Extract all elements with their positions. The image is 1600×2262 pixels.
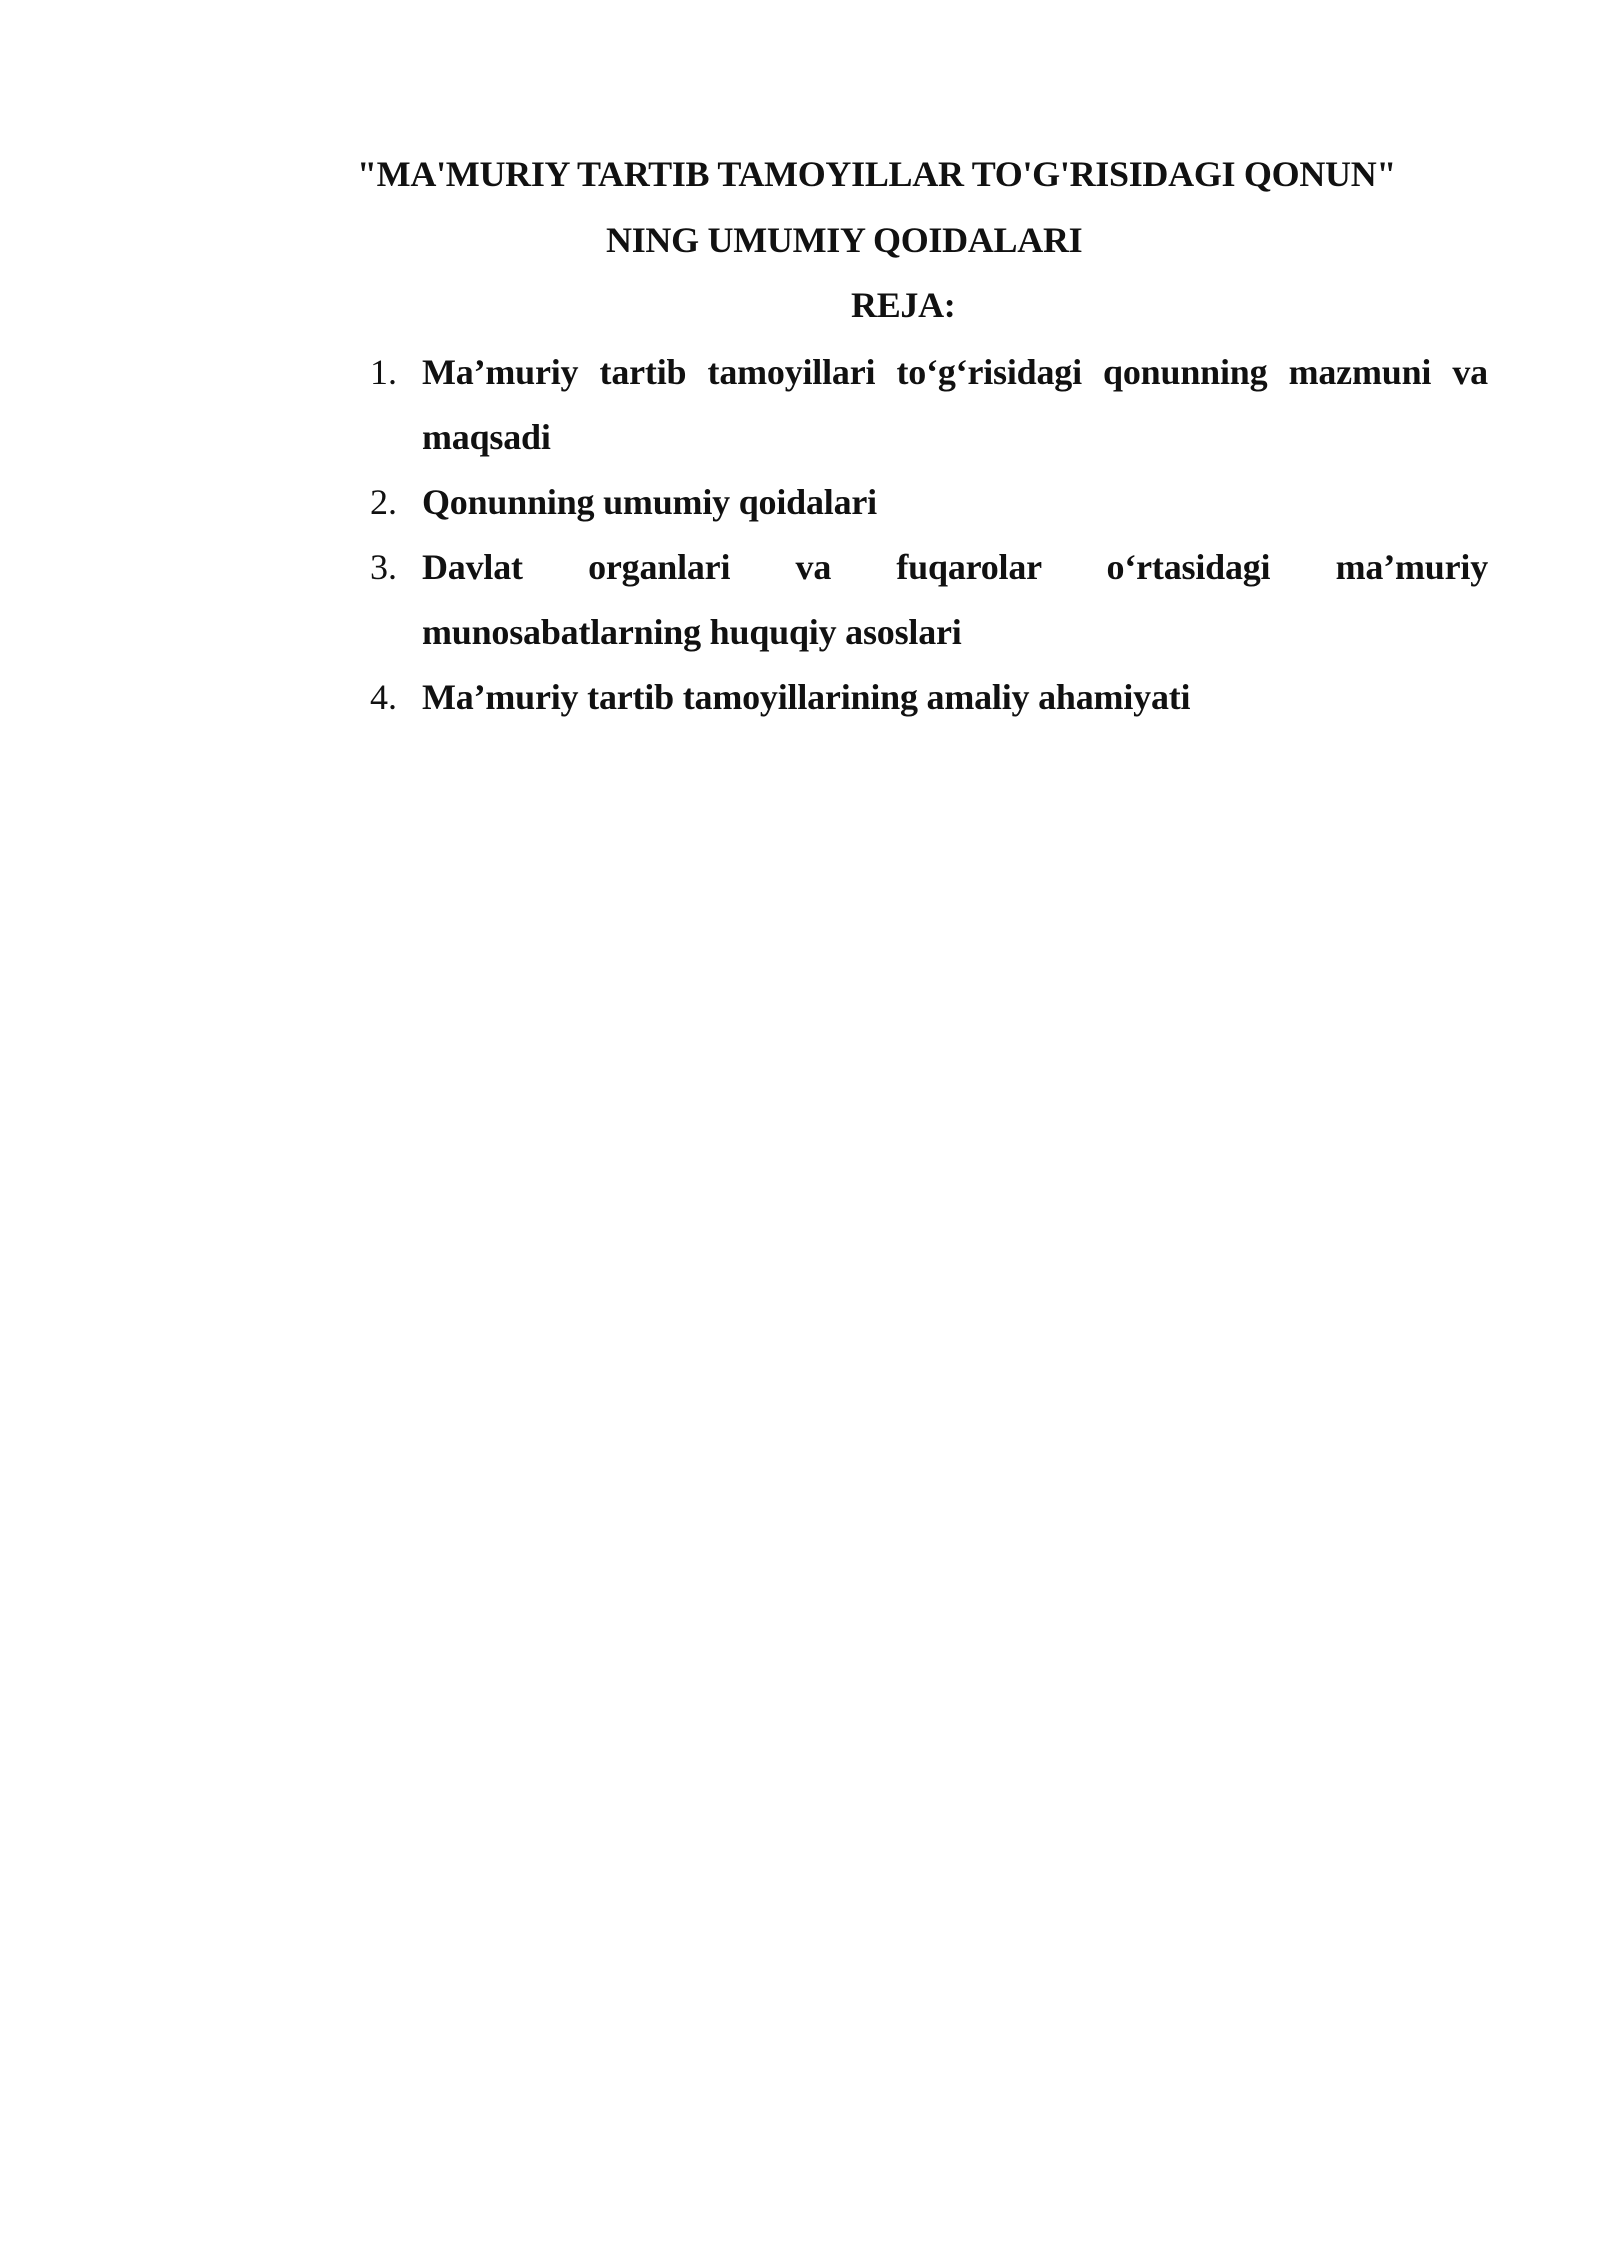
document-title-line-2: NING UMUMIY QOIDALARI bbox=[606, 220, 1083, 260]
plan-item-text: Ma’muriy tartib tamoyillari to‘g‘risidagi qonunning mazmuni va maqsadi bbox=[422, 352, 1488, 457]
plan-item-3 bbox=[370, 535, 1488, 665]
plan-item-number: 1. bbox=[370, 352, 397, 392]
plan-item-number: 4. bbox=[370, 677, 397, 717]
plan-heading: REJA: bbox=[851, 285, 956, 325]
plan-item-2 bbox=[370, 470, 1488, 535]
plan-list bbox=[370, 340, 1488, 730]
plan-item-text: Ma’muriy tartib tamoyillarining amaliy ahamiyati bbox=[422, 677, 1191, 717]
plan-item-1 bbox=[370, 340, 1488, 470]
plan-item-number: 2. bbox=[370, 482, 397, 522]
document-title-line-1: "MA'MURIY TARTIB TAMOYILLAR TO'G'RISIDAGI QONUN" bbox=[357, 154, 1397, 194]
plan-item-number: 3. bbox=[370, 547, 397, 587]
plan-item-text: Davlat organlari va fuqarolar o‘rtasidagi ma’muriy munosabatlarning huquqiy asoslari bbox=[422, 547, 1488, 652]
plan-item-text: Qonunning umumiy qoidalari bbox=[422, 482, 877, 522]
plan-item-4 bbox=[370, 665, 1488, 730]
